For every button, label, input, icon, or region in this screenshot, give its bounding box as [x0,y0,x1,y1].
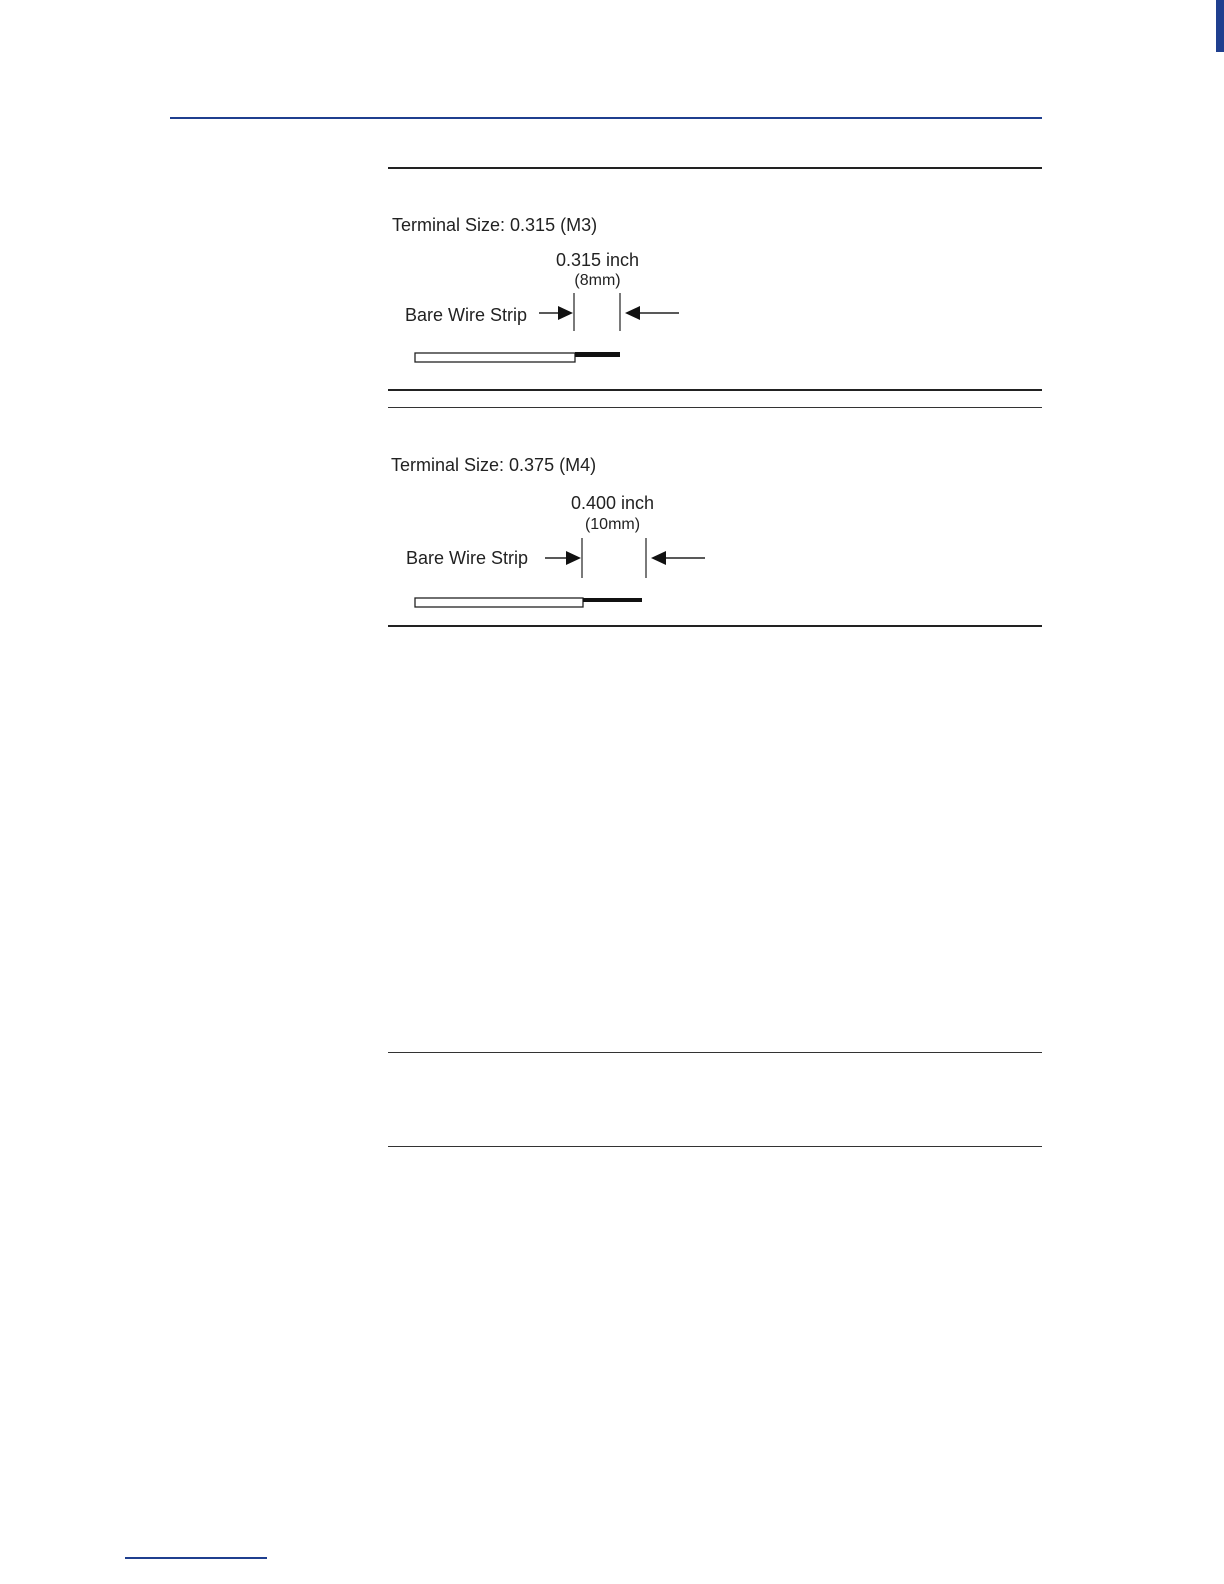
figure-2-arrow-right-head [651,551,666,565]
figure-1-terminal-size: Terminal Size: 0.315 (M3) [392,215,598,235]
figure-1-dimension-inch: 0.315 inch [555,250,640,270]
figure-2-dimension-inch: 0.400 inch [570,493,655,513]
footer-rule [125,1557,267,1559]
figure-2-wire-diagram [0,0,1224,640]
figure-2-dimension-mm: (10mm) [584,516,641,533]
figure-2-arrow-left-head [566,551,581,565]
note-bottom-rule [388,1146,1042,1147]
note-top-rule [388,1052,1042,1053]
figure-2-wire-insulation [415,598,583,607]
figure-1-dimension-mm: (8mm) [574,272,621,289]
figure-2-bare-conductor [583,598,642,602]
figure-2-bottom-rule [388,625,1042,627]
figure-2-strip-label: Bare Wire Strip [406,548,529,568]
figure-2-terminal-size: Terminal Size: 0.375 (M4) [391,455,597,475]
figure-1-strip-label: Bare Wire Strip [405,305,528,325]
